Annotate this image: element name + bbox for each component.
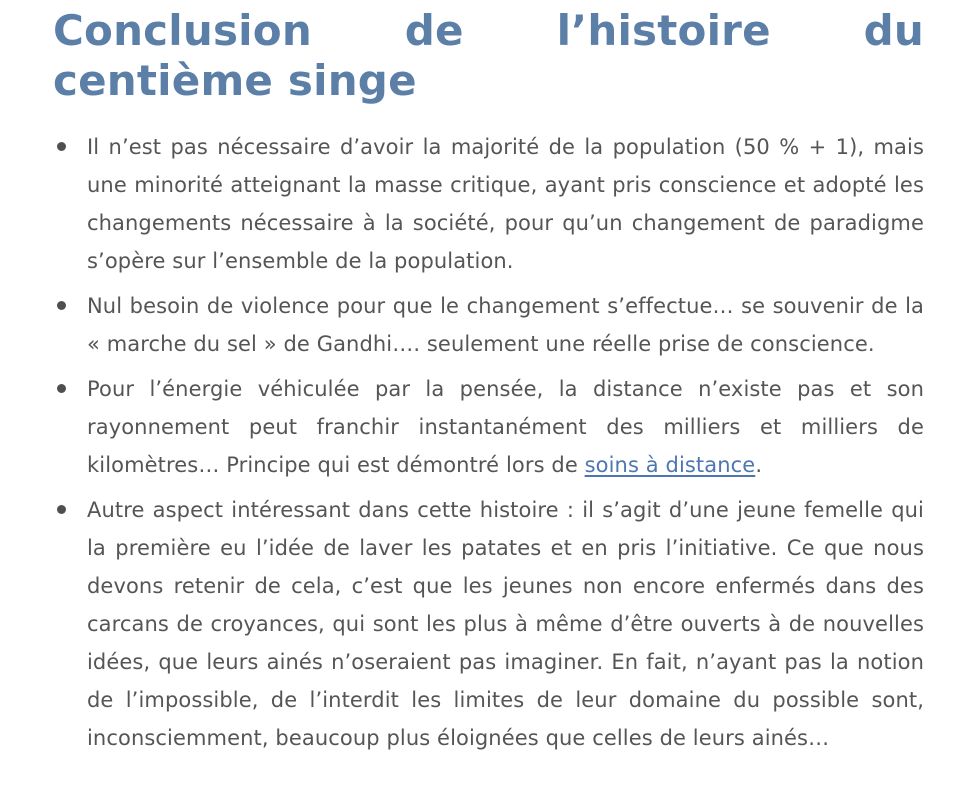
distance-healing-link[interactable]: soins à distance [584,453,756,477]
bullet-item-non-violence [53,287,924,363]
bullet-dot-icon [57,142,66,151]
bullet-dot-icon [57,384,66,393]
bullet-item-critical-mass [53,128,924,280]
bullet-text-end: . [755,453,763,477]
bullet-text: Autre aspect intéressant dans cette histoire : il s’agit d’une jeune femelle qui la première eu l’idée de laver les patates et en pris l’initiative. Ce que nous devons retenir de cela, c’est que les jeunes non encore enfermés dans des carcans de croyances, qui sont les plus à même d’être ouverts à de nouvelles idées, que leurs ainés n’oseraient pas imaginer. En fait, n’ayant pas la notion de l’impossible, de l’interdit les limites de leur domaine du possible sont, inconsciemment, beaucoup plus éloignées que celles de leurs ainés… [87,498,924,750]
bullet-item-young-female [53,491,924,757]
bullet-text: Nul besoin de violence pour que le changement s’effectue… se souvenir de la « marche du sel » de Gandhi…. seulement une réelle prise de conscience. [87,294,924,356]
bullet-dot-icon [57,505,66,514]
section-title: Conclusion de l’histoire du centième singe [53,6,924,105]
bullet-text: Il n’est pas nécessaire d’avoir la majorité de la population (50 % + 1), mais une minorité atteignant la masse critique, ayant pris conscience et adopté les changements nécessaire à la société, pour qu’un changement de paradigme s’opère sur l’ensemble de la population. [87,135,924,273]
bullet-list [53,128,924,757]
bullet-item-distance [53,370,924,484]
bullet-dot-icon [57,301,66,310]
bullet-text: Pour l’énergie véhiculée par la pensée, la distance n’existe pas et son rayonnement peut franchir instantanément des milliers et milliers de kilomètres… Principe qui est démontré lors de [87,377,924,477]
